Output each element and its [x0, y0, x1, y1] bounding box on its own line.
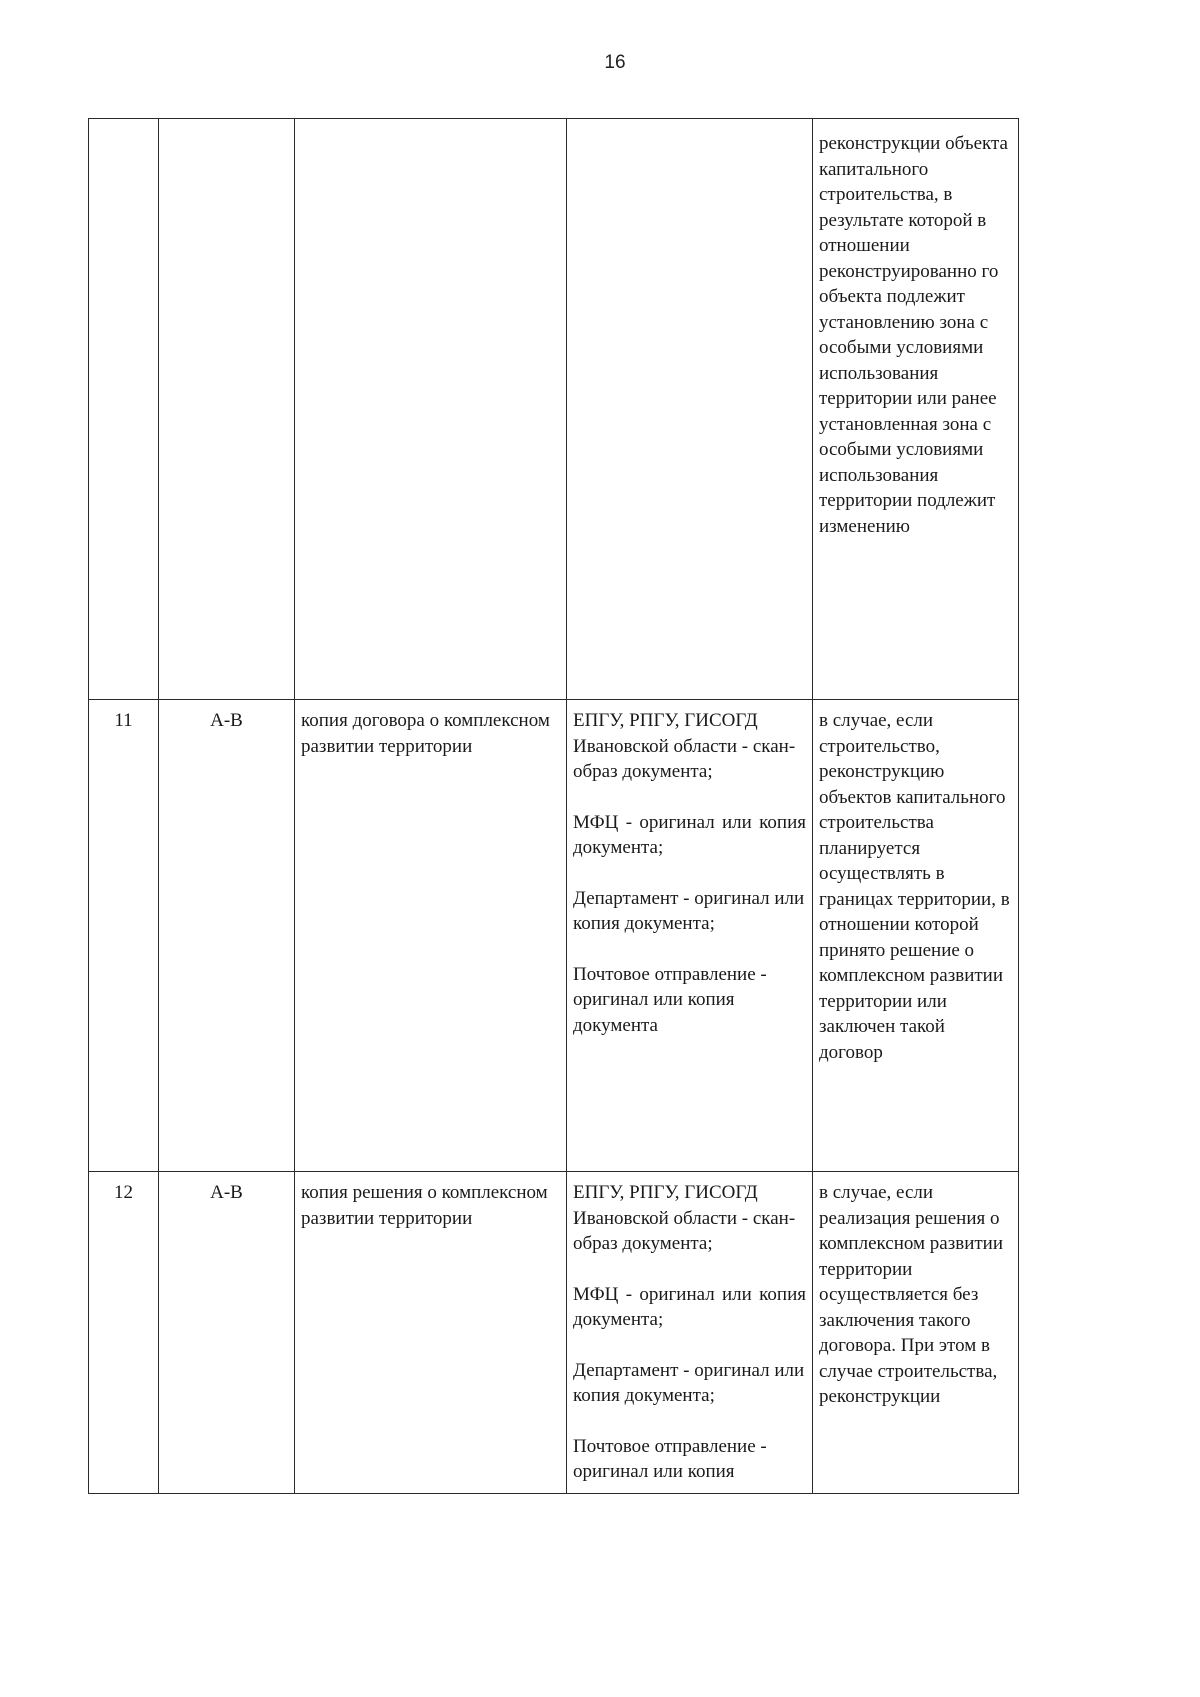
submission-method-item: ЕПГУ, РПГУ, ГИСОГД Ивановской области - скан-образ документа;: [573, 1182, 796, 1254]
row-number-cell: 12: [89, 1172, 159, 1494]
document-name-cell: [295, 119, 567, 700]
submission-method-item: Почтовое отправление - оригинал или копия документа: [573, 963, 767, 1036]
submission-method-item: Почтовое отправление - оригинал или копия: [573, 1435, 767, 1482]
submission-method-item: МФЦ - оригинал или копия документа;: [573, 811, 806, 858]
submission-method-cell: [567, 119, 813, 700]
document-name-cell: копия решения о комплексном развитии территории: [295, 1172, 567, 1494]
requirements-table: [88, 118, 1019, 1494]
submission-method-item: Департамент - оригинал или копия документа;: [573, 1359, 805, 1406]
table-row: [89, 119, 1019, 700]
row-number-cell: 11: [89, 700, 159, 1172]
document-name-cell: копия договора о комплексном развитии территории: [295, 700, 567, 1172]
submission-method-item: МФЦ - оригинал или копия документа;: [573, 1283, 806, 1330]
submission-method-cell: [567, 700, 813, 1172]
condition-cell: в случае, если реализация решения о комплексном развитии территории осуществляется без заключения такого договора. При этом в случае строительства, реконструкции: [813, 1172, 1019, 1494]
table-row: [89, 700, 1019, 1172]
condition-cell: реконструкции объекта капитального строительства, в результате которой в отношении реконструированно го объекта подлежит установлению зона с особыми условиями использования территории или ранее установленная зона с особыми условиями использования территории подлежит изменению: [813, 119, 1019, 700]
row-code-cell: А-В: [159, 700, 295, 1172]
submission-method-item: Департамент - оригинал или копия документа;: [573, 887, 805, 934]
row-code-cell: А-В: [159, 1172, 295, 1494]
submission-method-item: ЕПГУ, РПГУ, ГИСОГД Ивановской области - скан-образ документа;: [573, 710, 796, 782]
page-number: 16: [604, 52, 626, 73]
row-number-cell: [89, 119, 159, 700]
condition-cell: в случае, если строительство, реконструкцию объектов капитального строительства планируется осуществлять в границах территории, в отношении которой принято решение о комплексном развитии территории или заключен такой договор: [813, 700, 1019, 1172]
table-row: [89, 1172, 1019, 1494]
submission-method-cell: [567, 1172, 813, 1494]
row-code-cell: [159, 119, 295, 700]
